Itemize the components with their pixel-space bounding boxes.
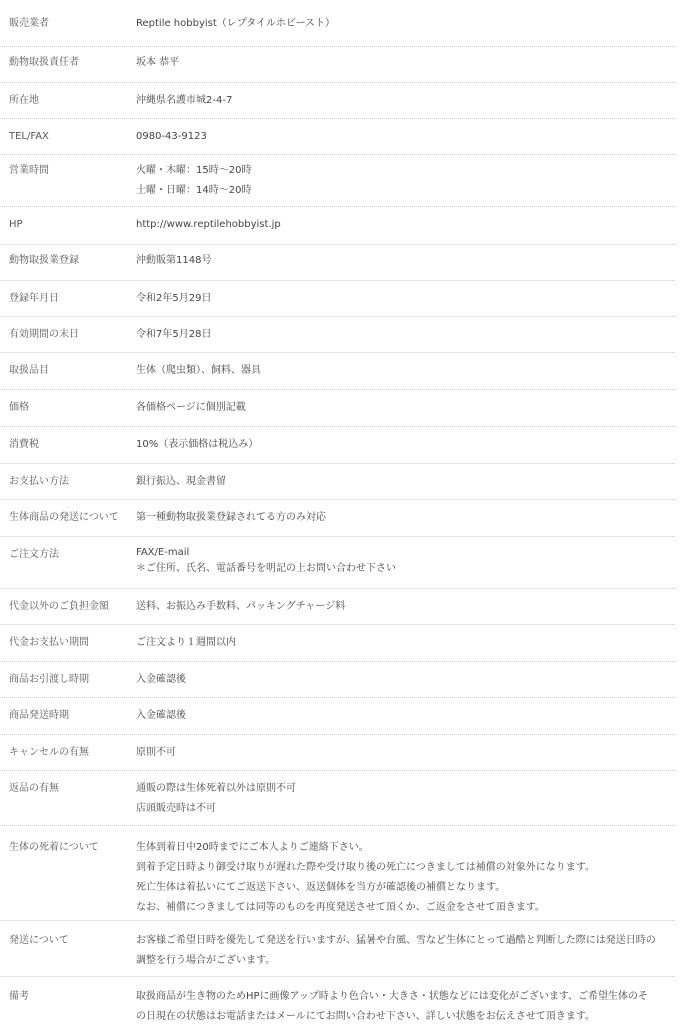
info-row-price — [0, 390, 675, 427]
info-row-shipping-time — [0, 698, 675, 735]
row-value — [136, 670, 675, 690]
homepage-link[interactable]: http://www.reptilehobbyist.jp — [136, 219, 281, 230]
value-line: 火曜・木曜：15時〜20時 — [136, 165, 252, 176]
info-row-delivery-time — [0, 662, 675, 698]
row-value — [136, 987, 675, 1027]
row-label: 動物取扱業登録 — [9, 255, 79, 266]
info-row-address — [0, 83, 675, 119]
info-row-cancellation — [0, 735, 675, 771]
value-line: 10%（表示価格は税込み） — [136, 439, 259, 450]
row-label: 返品の有無 — [9, 783, 59, 794]
value-line: 取扱商品が生き物のためHPに画像アップ時より色合い・大きさ・状態などには変化がございます、ご希望生体のそ — [136, 991, 649, 1002]
info-row-items — [0, 353, 675, 390]
info-row-order-method — [0, 537, 675, 589]
row-label: 所在地 — [9, 95, 39, 106]
info-row-animal-manager — [0, 47, 675, 83]
row-value — [136, 435, 675, 455]
info-row-seller — [0, 1, 675, 47]
row-label: 動物取扱責任者 — [9, 57, 79, 68]
info-row-registration — [0, 245, 675, 281]
info-row-business-hours — [0, 155, 675, 207]
value-line: 沖動販第1148号 — [136, 255, 212, 266]
info-row-remarks — [0, 977, 675, 1033]
row-value — [136, 289, 675, 309]
row-value — [136, 161, 675, 201]
row-value — [136, 53, 675, 73]
row-label: 備考 — [9, 991, 29, 1002]
row-label: 消費税 — [9, 439, 39, 450]
info-row-homepage — [0, 207, 675, 245]
row-label: 商品発送時期 — [9, 710, 69, 721]
row-label: 代金お支払い期間 — [9, 637, 89, 648]
row-value — [136, 215, 675, 235]
info-row-payment — [0, 464, 675, 500]
row-value — [136, 706, 675, 726]
row-label: 取扱品目 — [9, 365, 49, 376]
info-row-returns — [0, 771, 675, 826]
row-value — [136, 91, 675, 111]
value-line: なお、補償につきましては同等のものを再度発送させて頂くか、ご返金をさせて頂きます。 — [136, 902, 545, 913]
row-value — [136, 398, 675, 418]
row-label: お支払い方法 — [9, 476, 69, 487]
row-label: ご注文方法 — [9, 549, 59, 560]
row-label: 代金以外のご負担金額 — [9, 601, 109, 612]
value-line: 送料、お振込み手数料、パッキングチャージ料 — [136, 601, 346, 612]
row-label: 有効期間の末日 — [9, 329, 79, 340]
row-value — [136, 14, 675, 34]
value-line: 坂本 恭平 — [136, 57, 180, 68]
value-line: の日現在の状態はお電話またはメールにてお問い合わせ下さい、詳しい状態をお伝えさせて頂きます。 — [136, 1011, 595, 1022]
info-row-live-shipping — [0, 500, 675, 537]
row-label: TEL/FAX — [9, 131, 49, 142]
row-value — [136, 361, 675, 381]
info-row-extra-charges — [0, 589, 675, 625]
value-line: お客様ご希望日時を優先して発送を行いますが、猛暑や台風、雪など生体にとって過酷と判断した際には発送日時の — [136, 935, 656, 946]
row-value — [136, 633, 675, 653]
row-value — [136, 779, 675, 819]
value-line: Reptile hobbyist（レプタイルホビースト） — [136, 18, 335, 29]
row-label: 発送について — [9, 935, 69, 946]
value-line: ご注文より１週間以内 — [136, 637, 236, 648]
info-row-registration-date — [0, 281, 675, 317]
row-value — [136, 597, 675, 617]
row-value — [136, 931, 675, 971]
info-row-shipping-notes — [0, 921, 675, 977]
value-line: 銀行振込、現金書留 — [136, 476, 226, 487]
value-line: 通販の際は生体死着以外は原則不可 — [136, 783, 296, 794]
info-row-dead-on-arrival — [0, 826, 675, 921]
value-line: 令和7年5月28日 — [136, 329, 212, 340]
row-label: HP — [9, 219, 23, 230]
value-line: 到着予定日時より御受け取りが遅れた際や受け取り後の死亡につきましては補償の対象外になります。 — [136, 862, 595, 873]
row-label: 生体商品の発送について — [9, 512, 119, 523]
row-value — [136, 251, 675, 271]
value-line: 生体（爬虫類）、飼料、器具 — [136, 365, 261, 376]
row-label: 商品お引渡し時期 — [9, 674, 89, 685]
value-line: 入金確認後 — [136, 710, 186, 721]
row-value — [136, 838, 675, 918]
phone-link[interactable]: 0980-43-9123 — [136, 131, 207, 142]
value-line: 沖縄県名護市城2-4-7 — [136, 95, 233, 106]
value-line: ＊ご住所、氏名、電話番号を明記の上お問い合わせ下さい — [136, 563, 396, 574]
value-line: 原則不可 — [136, 747, 176, 758]
row-label: 価格 — [9, 402, 29, 413]
info-row-tel-fax — [0, 119, 675, 155]
value-line: 第一種動物取扱業登録されてる方のみ対応 — [136, 512, 326, 523]
row-value — [136, 743, 675, 763]
row-value — [136, 472, 675, 492]
value-line: 店頭販売時は不可 — [136, 803, 216, 814]
value-line: FAX/E-mail — [136, 547, 190, 558]
value-line: 調整を行う場合がございます。 — [136, 955, 276, 966]
info-row-tax — [0, 427, 675, 464]
value-line: 各価格ページに個別記載 — [136, 402, 246, 413]
info-row-expiry-date — [0, 317, 675, 353]
row-label: 登録年月日 — [9, 293, 59, 304]
row-label: キャンセルの有無 — [9, 747, 89, 758]
row-label: 営業時間 — [9, 165, 49, 176]
value-line: 令和2年5月29日 — [136, 293, 212, 304]
value-line: 土曜・日曜：14時〜20時 — [136, 185, 252, 196]
row-value — [136, 508, 675, 528]
row-label: 生体の死着について — [9, 842, 99, 853]
row-value — [136, 127, 675, 147]
row-value — [136, 325, 675, 345]
info-row-payment-period — [0, 625, 675, 662]
value-line: 生体到着日中20時までにご本人よりご連絡下さい。 — [136, 842, 369, 853]
row-value — [136, 545, 675, 577]
value-line: 死亡生体は着払いにてご返送下さい、返送個体を当方が確認後の補償となります。 — [136, 882, 506, 893]
value-line: 入金確認後 — [136, 674, 186, 685]
row-label: 販売業者 — [9, 18, 49, 29]
